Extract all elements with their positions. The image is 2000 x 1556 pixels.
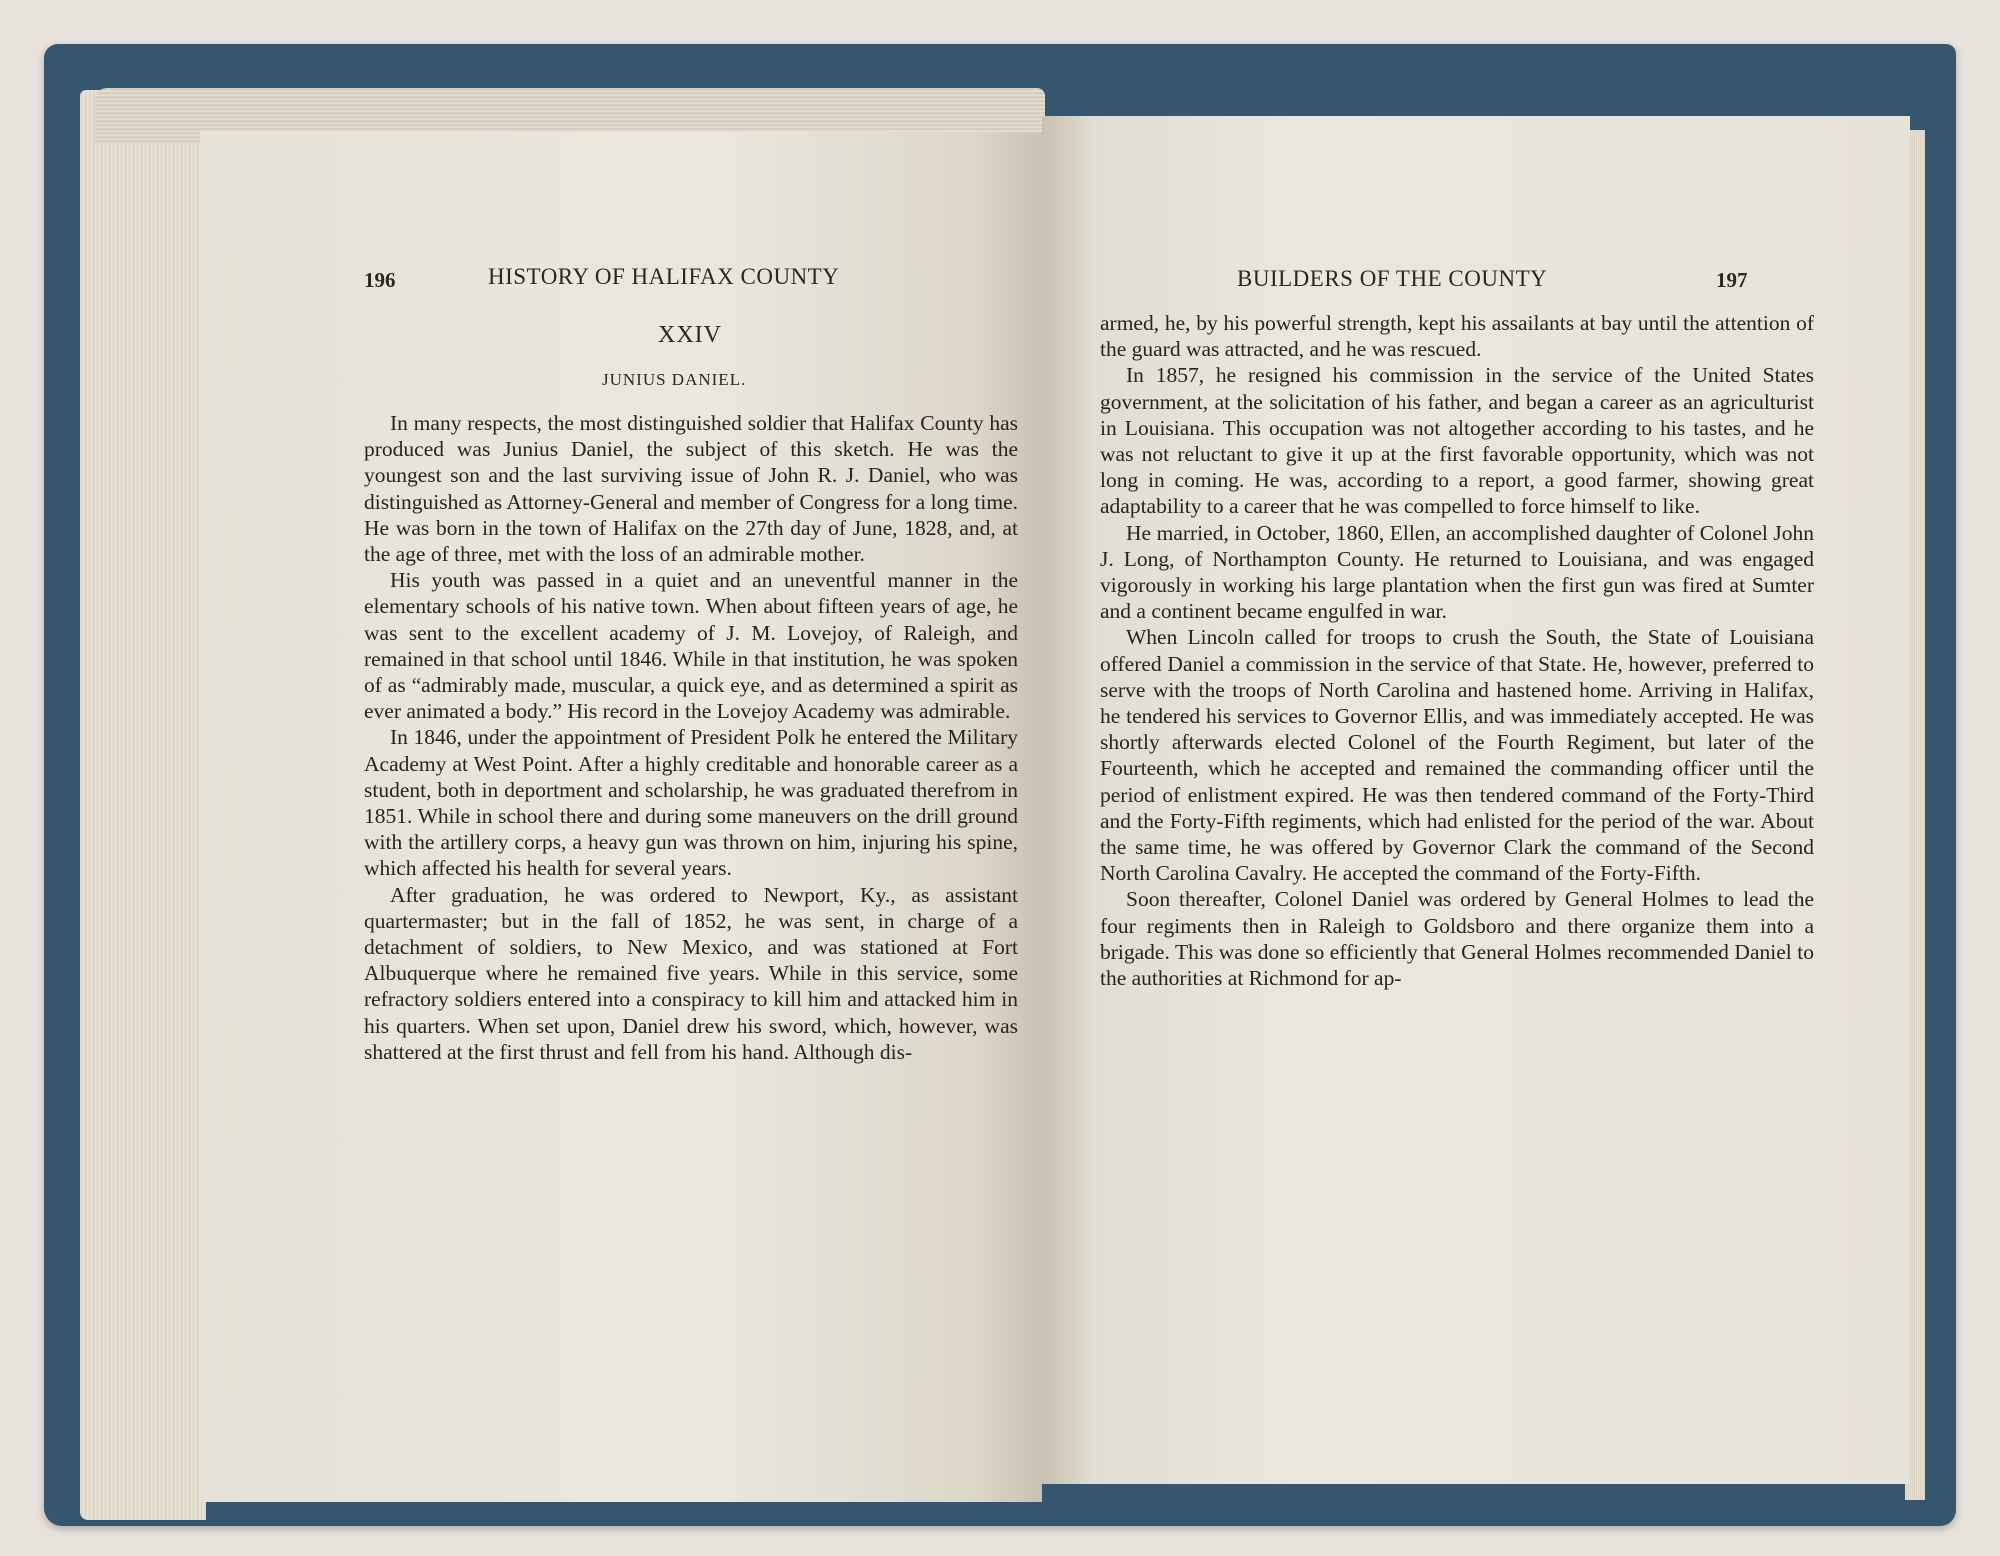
- right-body-text: [1100, 310, 1814, 991]
- paragraph: His youth was passed in a quiet and an uneventful manner in the elementary schools of his native town. When about fifteen years of age, he was sent to the excellent academy of J. M. Lovejoy, of Raleigh, and remained in that school until 1846. While in that institution, he was spoken of as “admirably made, muscular, a quick eye, and as determined a spirit as ever animated a body.” His record in the Lovejoy Academy was admirable.: [364, 568, 1018, 724]
- right-page: [1042, 116, 1910, 1484]
- paragraph: In 1857, he resigned his commission in the service of the United States government, at the solicitation of his father, and began a career as an agriculturist in Louisiana. This occupation was not altogether according to his tastes, and he was not reluctant to give it up at the first favorable opportunity, which was not long in coming. He was, according to a report, a good farmer, showing great adaptability to a career that he was compelled to force himself to like.: [1100, 363, 1814, 519]
- paragraph: In 1846, under the appointment of President Polk he entered the Military Academy at West Point. After a highly creditable and honorable career as a student, both in deportment and scholarship, he was graduated therefrom in 1851. While in school there and during some maneuvers on the drill ground with the artillery corps, a heavy gun was thrown on him, injuring his spine, which affected his health for several years.: [364, 725, 1018, 881]
- paragraph: He married, in October, 1860, Ellen, an accomplished daughter of Colonel John J. Long, of Northampton County. He returned to Louisiana, and was engaged vigorously in working his large plantation when the first gun was fired at Sumter and a continent became engulfed in war.: [1100, 520, 1814, 624]
- page-block-edge: [80, 90, 206, 1520]
- right-running-head: BUILDERS OF THE COUNTY: [1237, 266, 1548, 291]
- chapter-subject: JUNIUS DANIEL.: [602, 370, 747, 389]
- left-page: [200, 132, 1042, 1502]
- right-page-number: 197: [1716, 268, 1748, 292]
- left-body-text: [364, 410, 1018, 1065]
- chapter-number: XXIV: [658, 322, 722, 348]
- left-page-number: 196: [364, 268, 396, 292]
- left-running-head: HISTORY OF HALIFAX COUNTY: [488, 264, 840, 289]
- paragraph: In many respects, the most distinguished soldier that Halifax County has produced was Junius Daniel, the subject of this sketch. He was the youngest son and the last surviving issue of John R. J. Daniel, who was distinguished as Attorney-General and member of Congress for a long time. He was born in the town of Halifax on the 27th day of June, 1828, and, at the age of three, met with the loss of an admirable mother.: [364, 411, 1018, 567]
- paragraph: Soon thereafter, Colonel Daniel was ordered by General Holmes to lead the four regiments then in Raleigh to Goldsboro and there organize them into a brigade. This was done so efficiently that General Holmes recommended Daniel to the authorities at Richmond for ap-: [1100, 887, 1814, 991]
- paragraph: After graduation, he was ordered to Newport, Ky., as assistant quartermaster; but in the fall of 1852, he was sent, in charge of a detachment of soldiers, to New Mexico, and was stationed at Fort Albuquerque where he remained five years. While in this service, some refractory soldiers entered into a conspiracy to kill him and attacked him in his quarters. When set upon, Daniel drew his sword, which, however, was shattered at the first thrust and fell from his hand. Although dis-: [364, 882, 1018, 1064]
- paragraph: When Lincoln called for troops to crush the South, the State of Louisiana offered Daniel a commission in the service of that State. He, however, preferred to serve with the troops of North Carolina and hastened home. Arriving in Halifax, he tendered his services to Governor Ellis, and was immediately accepted. He was shortly afterwards elected Colonel of the Fourth Regiment, but later of the Fourteenth, which he accepted and remained the commanding officer until the period of enlistment expired. He was then tendered command of the Forty-Third and the Forty-Fifth regiments, which had enlisted for the period of the war. About the same time, he was offered by Governor Clark the command of the Second North Carolina Cavalry. He accepted the command of the Forty-Fifth.: [1100, 625, 1814, 886]
- paragraph-continuation: armed, he, by his powerful strength, kept his assailants at bay until the attention of the guard was attracted, and he was rescued.: [1100, 311, 1814, 362]
